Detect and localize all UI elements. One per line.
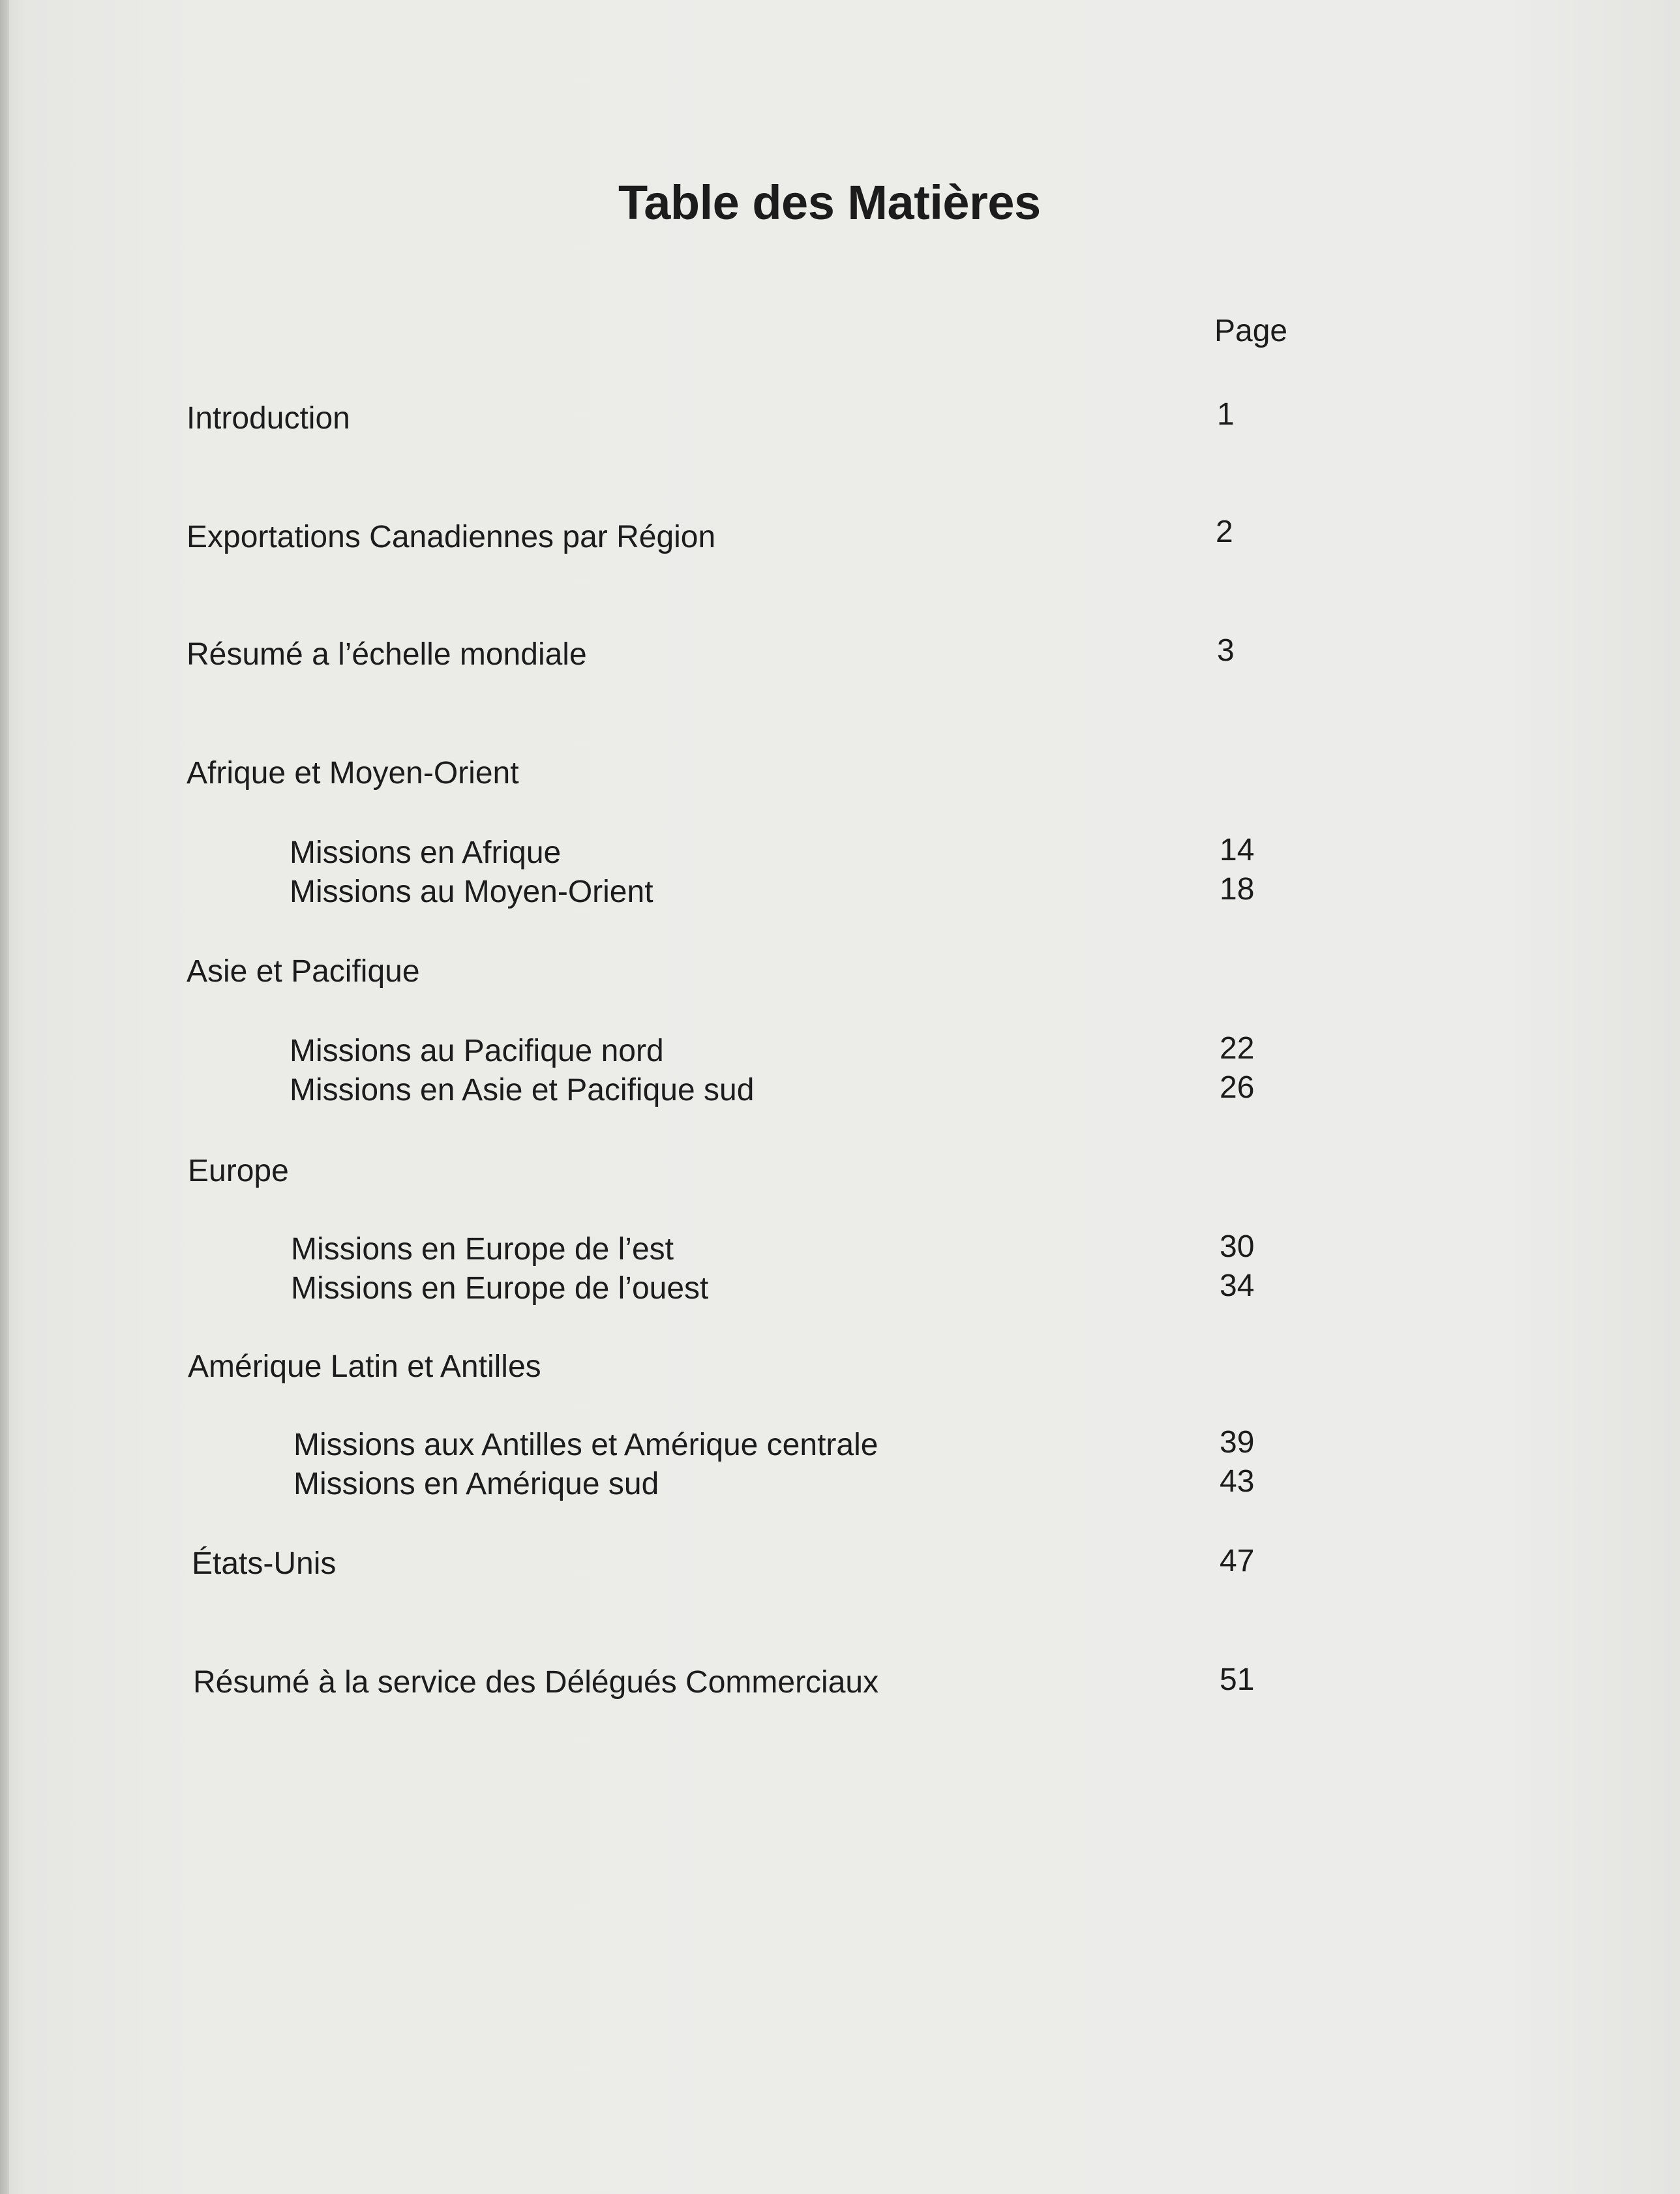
toc-section-afrique-moyen-orient: Afrique et Moyen-Orient xyxy=(187,756,519,790)
toc-page-missions-asie-pacifique-sud: 26 xyxy=(1220,1070,1255,1105)
toc-entry-resume-mondial: Résumé a l’échelle mondiale xyxy=(187,637,587,672)
toc-page-introduction: 1 xyxy=(1217,397,1235,432)
toc-page-exportations: 2 xyxy=(1216,515,1233,549)
toc-section-amerique-latin-antilles: Amérique Latin et Antilles xyxy=(188,1349,541,1384)
toc-entry-missions-europe-ouest: Missions en Europe de l’ouest xyxy=(291,1271,709,1306)
toc-page-missions-amerique-sud: 43 xyxy=(1220,1464,1255,1499)
toc-entry-missions-moyen-orient: Missions au Moyen-Orient xyxy=(290,875,653,909)
toc-entry-missions-europe-est: Missions en Europe de l’est xyxy=(291,1232,674,1267)
toc-page-missions-europe-est: 30 xyxy=(1220,1229,1255,1264)
toc-page-resume-mondial: 3 xyxy=(1217,633,1235,668)
toc-page-missions-europe-ouest: 34 xyxy=(1220,1269,1255,1303)
toc-page-missions-antilles-amerique-centrale: 39 xyxy=(1220,1425,1255,1460)
toc-entry-resume-delegues: Résumé à la service des Délégués Commerciaux xyxy=(193,1665,879,1700)
toc-entry-exportations: Exportations Canadiennes par Région xyxy=(187,520,716,554)
page-title: Table des Matières xyxy=(618,175,1041,230)
page-column-header: Page xyxy=(1214,314,1288,348)
toc-page-missions-afrique: 14 xyxy=(1220,833,1255,867)
toc-entry-missions-amerique-sud: Missions en Amérique sud xyxy=(293,1467,659,1501)
toc-entry-missions-pacifique-nord: Missions au Pacifique nord xyxy=(290,1034,664,1068)
toc-section-europe: Europe xyxy=(188,1154,289,1188)
toc-entry-missions-antilles-amerique-centrale: Missions aux Antilles et Amérique centrale xyxy=(293,1428,878,1462)
toc-page-resume-delegues: 51 xyxy=(1220,1662,1255,1697)
toc-section-asie-pacifique: Asie et Pacifique xyxy=(187,954,420,989)
toc-page-missions-pacifique-nord: 22 xyxy=(1220,1031,1255,1066)
page-left-edge xyxy=(0,0,9,2194)
toc-entry-etats-unis: États-Unis xyxy=(192,1546,337,1581)
toc-entry-missions-afrique: Missions en Afrique xyxy=(290,835,562,870)
toc-page-etats-unis: 47 xyxy=(1220,1544,1255,1578)
toc-page-missions-moyen-orient: 18 xyxy=(1220,872,1255,907)
toc-entry-missions-asie-pacifique-sud: Missions en Asie et Pacifique sud xyxy=(290,1073,755,1107)
toc-entry-introduction: Introduction xyxy=(187,401,350,436)
